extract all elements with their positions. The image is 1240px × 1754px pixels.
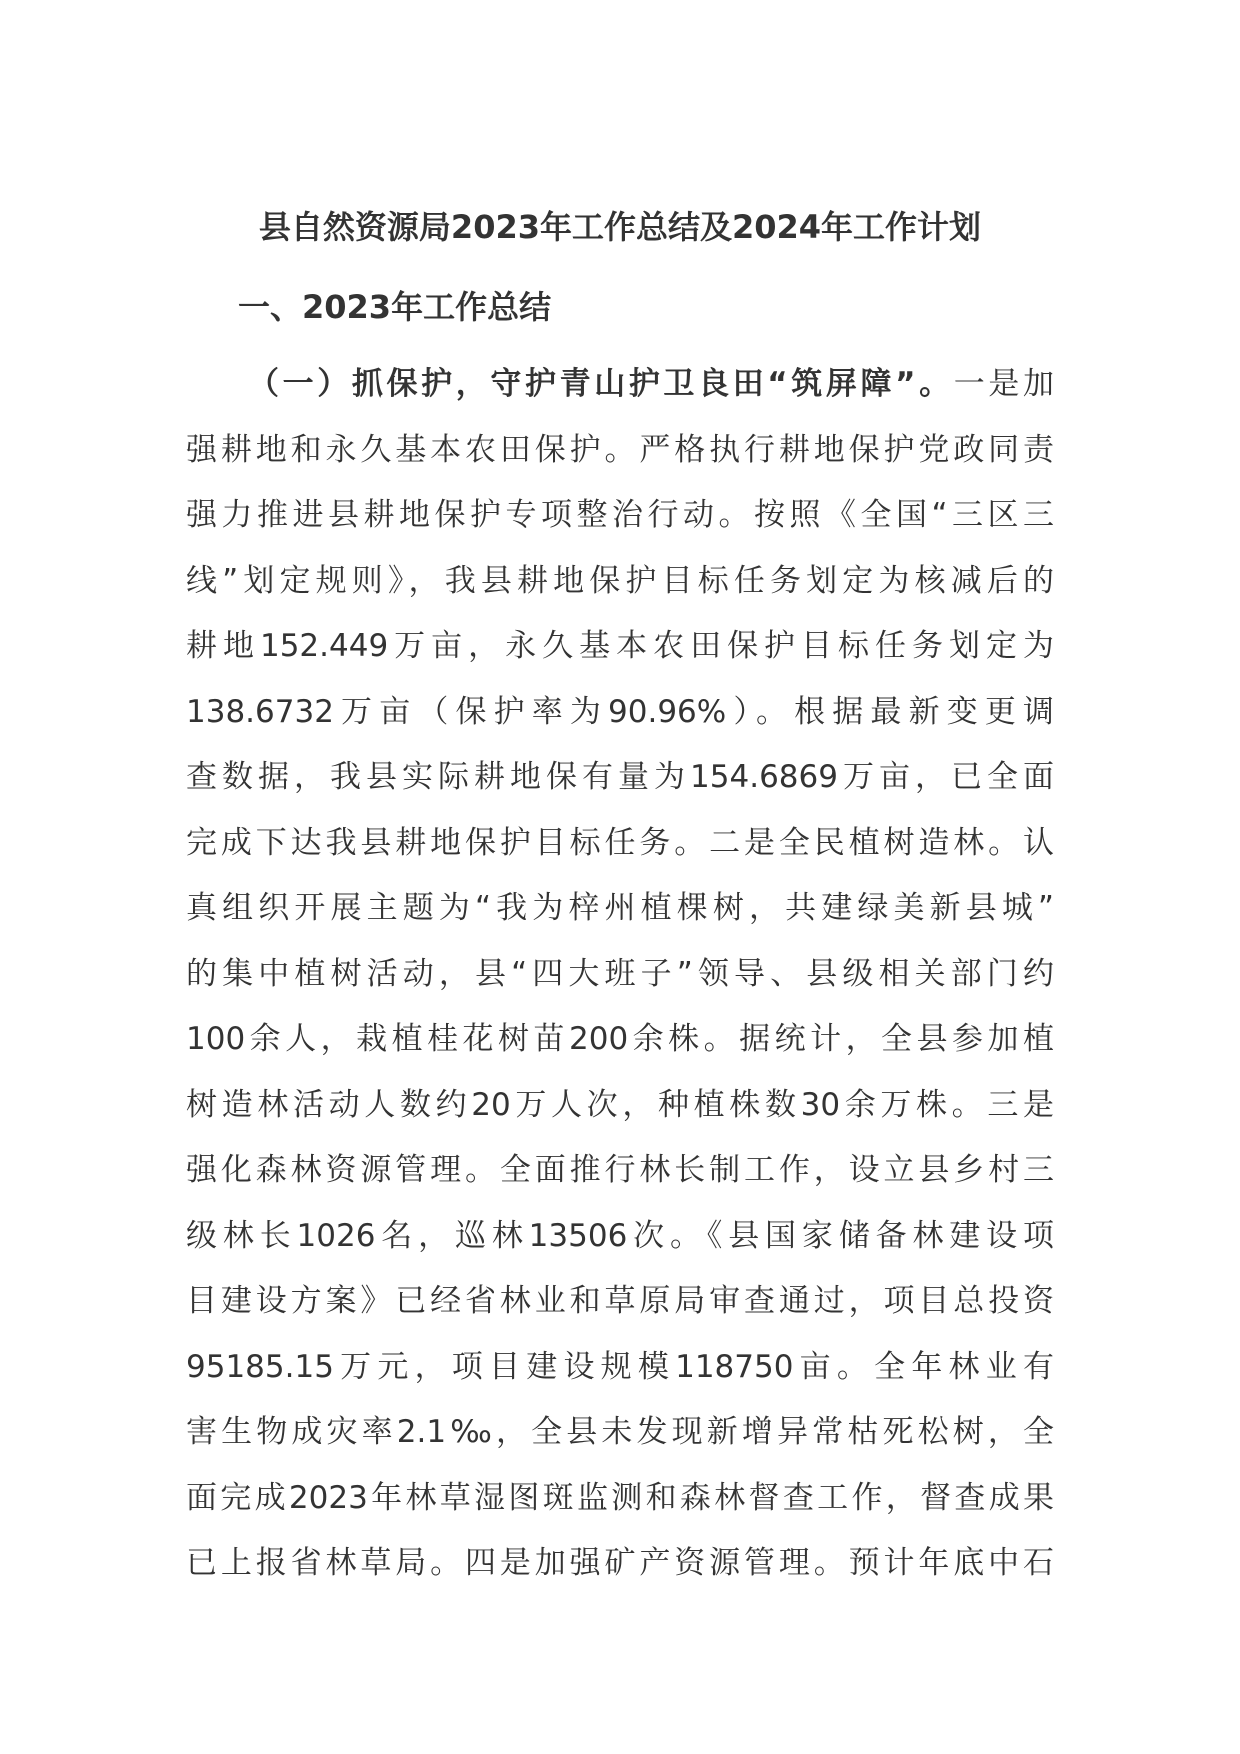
paragraph-line: 已上报省林草局。四是加强矿产资源管理。预计年底中石 <box>186 1545 1054 1581</box>
paragraph-line <box>186 352 1054 418</box>
paragraph-line: 线”划定规则》，我县耕地保护目标任务划定为核减后的 <box>186 562 1054 599</box>
paragraph-line: 树造林活动人数约20万人次，种植株数30余万株。三是 <box>186 1086 1054 1123</box>
sub-heading: （一）抓保护，守护青山护卫良田“筑屏障”。 <box>248 366 954 402</box>
paragraph-line: 真组织开展主题为“我为梓州植棵树，共建绿美新县城” <box>186 890 1054 926</box>
paragraph-line: 138.6732万亩（保护率为90.96%）。根据最新变更调 <box>186 693 1054 730</box>
section-heading: 一、2023年工作总结 <box>238 288 552 326</box>
body-paragraph <box>186 352 1054 1597</box>
paragraph-line: 害生物成灾率2.1‰，全县未发现新增异常枯死松树，全 <box>186 1414 1054 1450</box>
paragraph-line: 100余人，栽植桂花树苗200余株。据统计，全县参加植 <box>186 1021 1054 1057</box>
paragraph-line: 完成下达我县耕地保护目标任务。二是全民植树造林。认 <box>186 824 1054 861</box>
paragraph-line: 目建设方案》已经省林业和草原局审查通过，项目总投资 <box>186 1283 1054 1319</box>
paragraph-line: 强化森林资源管理。全面推行林长制工作，设立县乡村三 <box>186 1152 1054 1188</box>
paragraph-line: 强耕地和永久基本农田保护。严格执行耕地保护党政同责 <box>186 431 1054 468</box>
paragraph-line: 的集中植树活动，县“四大班子”领导、县级相关部门约 <box>186 955 1054 992</box>
paragraph-line: 耕地152.449万亩，永久基本农田保护目标任务划定为 <box>186 628 1054 664</box>
paragraph-line: 95185.15万元，项目建设规模118750亩。全年林业有 <box>186 1348 1054 1385</box>
paragraph-line: 查数据，我县实际耕地保有量为154.6869万亩，已全面 <box>186 759 1054 795</box>
document-title: 县自然资源局2023年工作总结及2024年工作计划 <box>258 208 982 246</box>
paragraph-text: 一是加 <box>953 366 1055 402</box>
paragraph-line: 级林长1026名，巡林13506次。《县国家储备林建设项 <box>186 1217 1054 1254</box>
paragraph-line: 强力推进县耕地保护专项整治行动。按照《全国“三区三 <box>186 497 1054 533</box>
paragraph-line: 面完成2023年林草湿图斑监测和森林督查工作，督查成果 <box>186 1479 1054 1516</box>
